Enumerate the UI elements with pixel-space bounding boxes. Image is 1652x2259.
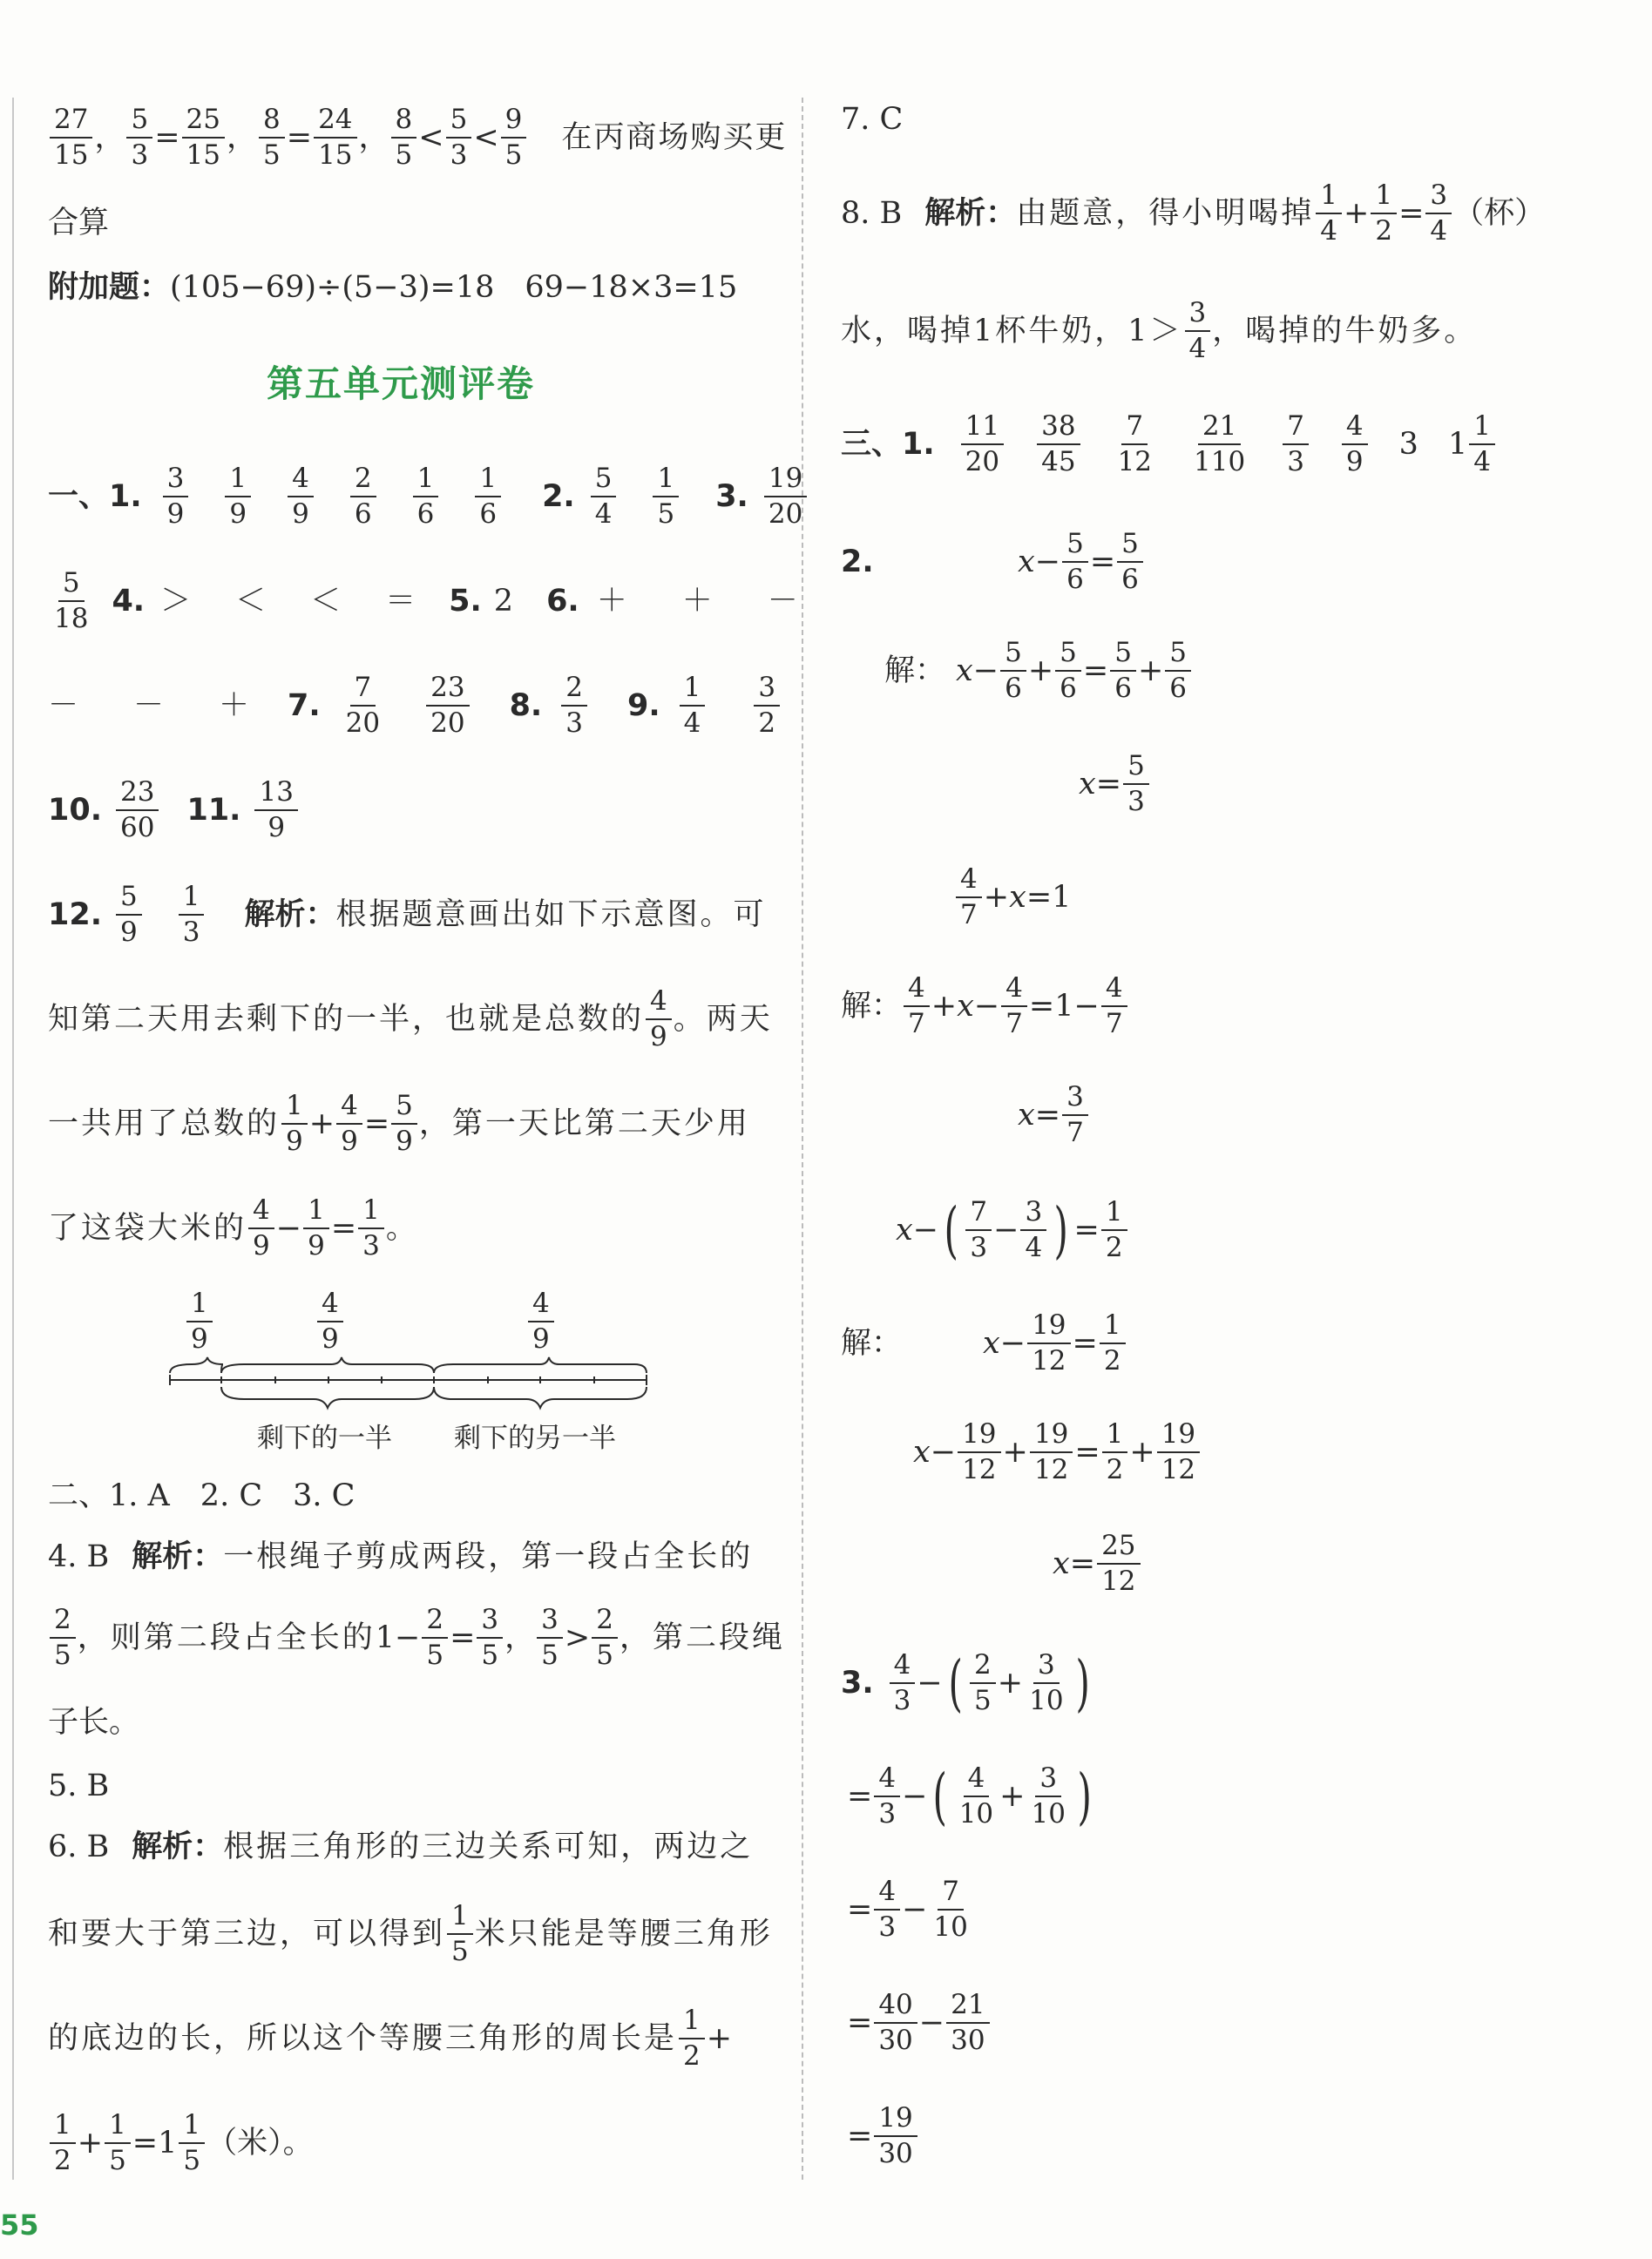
diagram-label: 剩下的一半 [257, 1423, 392, 1454]
fraction: 25 15 [182, 105, 225, 171]
question-label: 6. B [48, 1829, 110, 1864]
section-two-answers: 二、1. A 2. C 3. C [48, 1478, 355, 1513]
question-label: 4. [112, 583, 146, 619]
question-label: 2. [542, 478, 575, 514]
analysis-label: 解析： [132, 1829, 224, 1864]
line-segment-diagram [0, 1281, 802, 1455]
equation-line [841, 1304, 902, 1383]
analysis-line: 了这袋大米的 4 9 − 1 9 = 1 3 。 [48, 1194, 416, 1261]
equation-line: x = 25 12 [1053, 1525, 1142, 1603]
analysis-text: 米只能是等腰三角形 [474, 1916, 773, 1951]
analysis-text: 了这袋大米的 [48, 1210, 247, 1246]
calculation-line: 3. 4 3 − ( 2 5 + 3 10 ) [841, 1647, 1090, 1719]
question-label: 11. [186, 792, 241, 828]
answer-value: 2 [493, 583, 514, 619]
diagram-fraction-label: 4 9 [528, 1289, 554, 1355]
analysis-line: 水，喝掉1杯牛奶，1＞ 3 4 ，喝掉的牛奶多。 [841, 296, 1478, 364]
extra-expression: (105−69)÷(5−3)=18 69−18×3=15 [170, 269, 738, 305]
extra-question-answer [48, 270, 737, 305]
solution-label: 解： [841, 988, 903, 1024]
calculation-line: = 19 30 [847, 2097, 919, 2175]
question-label: 6. [546, 583, 579, 619]
fraction: 5 3 [446, 105, 472, 171]
answer-line-3: － － ＋ 7. 7 20 23 20 8. 2 3 9. 1 4 3 2 [48, 666, 782, 745]
analysis-text: （杯） [1453, 195, 1546, 231]
analysis-text: 根据三角形的三边关系可知，两边之 [223, 1829, 754, 1864]
analysis-text: 知第二天用去剩下的一半，也就是总数的 [48, 1001, 645, 1037]
calculation-line: = 4 3 − ( 4 10 + 3 10 ) [847, 1761, 1092, 1832]
operator-values: － － ＋ [48, 687, 262, 723]
section-three-q1: 三、1. 11 20 38 45 7 12 21 110 7 3 4 9 3 1 1 4 [841, 405, 1497, 484]
analysis-text: 一共用了总数的 [48, 1106, 281, 1141]
section-title: 第五单元测评卷 [266, 362, 535, 405]
equation-line: x − 5 6 = 5 6 [1018, 523, 1145, 601]
equation-line: x − 19 12 = 1 2 [983, 1304, 1127, 1383]
analysis-text: ，第二段绳 [619, 1620, 785, 1655]
equation-line: 解： 4 7 + x − 4 7 =1− 4 7 [841, 967, 1129, 1045]
diagram-fraction-label: 1 9 [186, 1289, 213, 1355]
answer-value: 3 [1398, 426, 1418, 462]
calculation-line: = 40 30 − 21 30 [847, 1984, 992, 2062]
analysis-text: 水，喝掉1杯牛奶，1＞ [841, 313, 1183, 348]
fraction: 24 15 [314, 105, 356, 171]
question-label: 5. [449, 583, 482, 619]
question-label: 8. B [841, 195, 903, 231]
question-label: 10. [48, 792, 103, 828]
analysis-text: 由题意，得小明喝掉 [1016, 195, 1315, 231]
fraction: 8 5 [259, 105, 285, 171]
answer-text: 合算 [48, 205, 110, 240]
question-label: 三、1. [841, 426, 935, 462]
left-border [12, 98, 14, 2180]
comparison-values: ＞ ＜ ＜ ＝ [160, 583, 423, 619]
question-4-line [48, 1539, 753, 1574]
question-label: 12. [48, 896, 103, 932]
page-number: 55 [0, 2208, 39, 2242]
diagram-label: 剩下的另一半 [454, 1423, 616, 1454]
analysis-text: 。两天 [673, 1001, 773, 1037]
column-divider [802, 98, 803, 2180]
answer-text: 在丙商场购买更 [561, 119, 788, 155]
equation-line: x = 5 3 [1079, 745, 1151, 823]
calculation-line: = 4 3 − 7 10 [847, 1875, 968, 1943]
answer-line-12: 12. 5 9 1 3 解析： 根据题意画出如下示意图。可 [48, 880, 767, 948]
solution-label: 解： [884, 653, 946, 688]
question-label: 3. [841, 1665, 874, 1701]
fraction: 27 15 [50, 105, 92, 171]
question-label: 9. [626, 687, 660, 723]
equation-line: x = 3 7 [1018, 1076, 1090, 1154]
analysis-line: 子长。 [48, 1704, 140, 1740]
analysis-line: 和要大于第三边，可以得到 1 5 米只能是等腰三角形 [48, 1899, 773, 1967]
analysis-text: 。 [385, 1210, 416, 1246]
equation-line: x − ( 7 3 − 3 4 ) = 1 2 [896, 1191, 1129, 1269]
answer-line-comparison: 27 15 ， 5 3 = 25 15 ， 8 5 = 24 15 ， 8 5 < 5 3 < 9 5 在丙商场购买更 [48, 98, 787, 178]
question-label: 8. [509, 687, 543, 723]
question-label: 7. [288, 687, 321, 723]
analysis-text: 根据题意画出如下示意图。可 [335, 896, 767, 932]
analysis-text: 一根绳子剪成两段，第一段占全长的 [223, 1539, 754, 1574]
answer-line-2: 5 18 4. ＞ ＜ ＜ ＝ 5. 2 6. ＋ ＋ － [54, 566, 810, 634]
analysis-text: 和要大于第三边，可以得到 [48, 1916, 446, 1951]
equation-line: x − 19 12 + 19 12 = 1 2 + 19 12 [913, 1413, 1202, 1491]
analysis-text: ，喝掉的牛奶多。 [1212, 313, 1478, 348]
analysis-line: 知第二天用去剩下的一半，也就是总数的 4 9 。两天 [48, 984, 773, 1052]
equation-line: 解： x − 5 6 + 5 6 = 5 6 + 5 6 [884, 632, 1193, 710]
question-label: 2. [841, 544, 874, 579]
analysis-line: 的底边的长，所以这个等腰三角形的周长是 1 2 + [48, 2004, 733, 2072]
answer-line-1: 一、1. 3 9 1 9 4 9 2 6 1 6 1 6 2. 5 4 1 5 3. 19 20 [48, 457, 809, 536]
question-label: 一、1. [48, 478, 142, 514]
analysis-text: ，则第二段占全长的 [77, 1620, 376, 1655]
question-label: 4. B [48, 1539, 110, 1574]
fraction: 5 3 [126, 105, 152, 171]
fraction: 9 5 [501, 105, 527, 171]
equation-line: 4 7 + x =1 [954, 858, 1071, 937]
fraction: 8 5 [391, 105, 417, 171]
analysis-line: 1 2 + 1 5 =1 1 5 （米）。 [48, 2104, 314, 2182]
question-6-line [48, 1830, 753, 1864]
equation-line [841, 523, 874, 601]
analysis-line: 一共用了总数的 1 9 + 4 9 = 5 9 ，第一天比第二天少用 [48, 1089, 750, 1157]
analysis-text: ，第一天比第二天少用 [418, 1106, 750, 1141]
solution-label: 解： [841, 1325, 903, 1361]
analysis-line: 2 5 ，则第二段占全长的 1− 2 5 = 3 5 ， 3 5 > 2 5 ，第二段绳 [48, 1599, 785, 1677]
analysis-text: 的底边的长，所以这个等腰三角形的周长是 [48, 2020, 678, 2056]
answer-line-4: 10. 23 60 11. 13 9 [48, 771, 300, 849]
analysis-label: 解析： [132, 1539, 224, 1574]
analysis-label: 解析： [924, 195, 1017, 231]
question-7-line: 7. C [841, 101, 904, 137]
question-label: 3. [715, 478, 748, 514]
analysis-text: （米）。 [206, 2125, 314, 2161]
question-5-line: 5. B [48, 1768, 110, 1803]
operator-values: ＋ ＋ － [596, 583, 810, 619]
analysis-label: 解析： [244, 896, 336, 932]
diagram-fraction-label: 4 9 [317, 1289, 343, 1355]
question-8-line: 8. B 解析： 由题意，得小明喝掉 1 4 + 1 2 = 3 4 （杯） [841, 179, 1546, 247]
extra-label: 附加题： [48, 269, 171, 305]
